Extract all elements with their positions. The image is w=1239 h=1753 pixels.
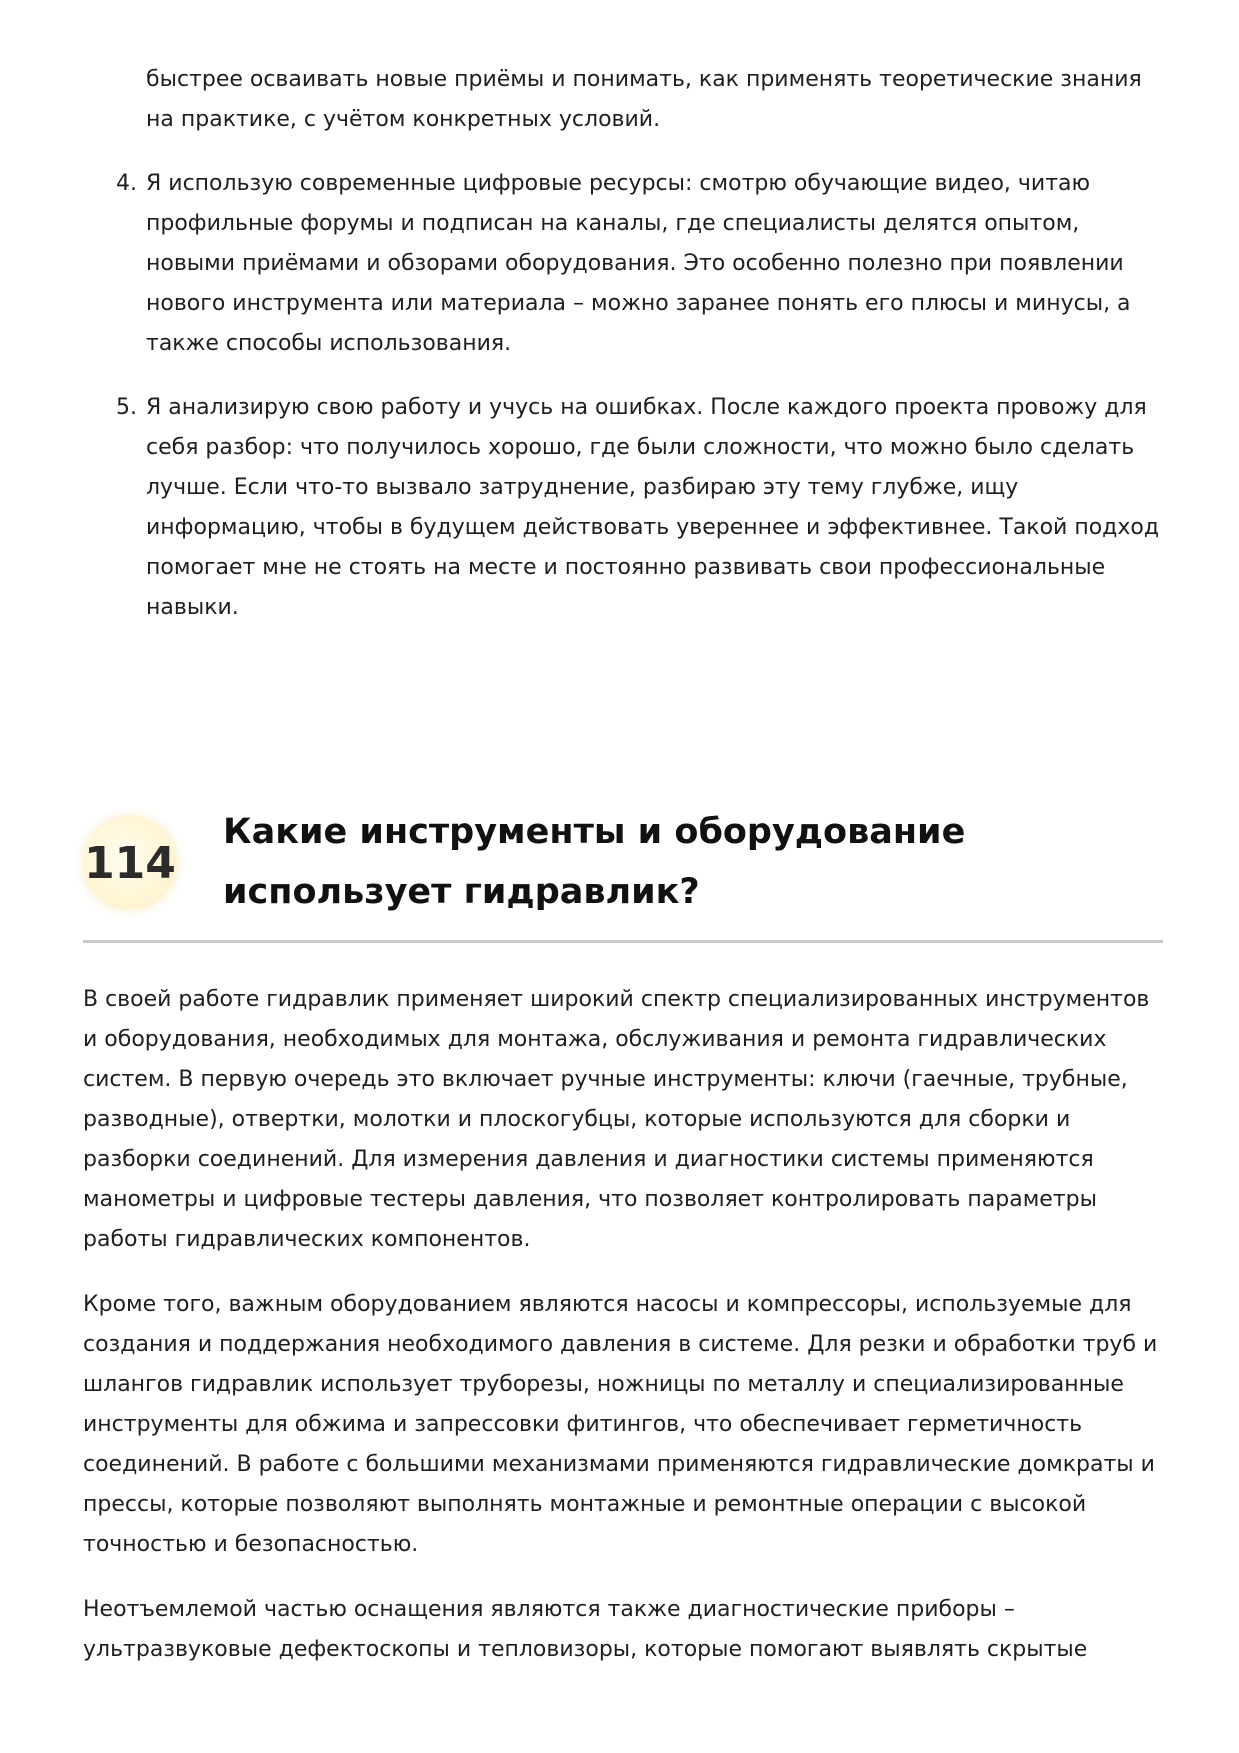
- question-title: Какие инструменты и оборудование использует гидравлик?: [223, 812, 966, 912]
- numbered-list: [83, 164, 1163, 628]
- answer-paragraph: Неотъемлемой частью оснащения являются также диагностические приборы – ультразвуковые дефектоскопы и тепловизоры, которые помогают выявлять скрытые: [83, 1597, 1088, 1662]
- list-item-continuation: быстрее осваивать новые приёмы и понимать, как применять теоретические знания на практике, с учётом конкретных условий.: [146, 67, 1142, 132]
- list-item: [83, 388, 1163, 628]
- answer-body: [83, 980, 1168, 1695]
- list-item-text: Я анализирую свою работу и учусь на ошибках. После каждого проекта провожу для себя разбор: что получилось хорошо, где были сложности, что можно было сделать лучше. Если что-то вызвало затруднение, разбираю эту тему глубже, ищу информацию, чтобы в будущем действовать увереннее и эффективнее. Такой подход помогает мне не стоять на месте и постоянно развивать свои профессиональные навыки.: [146, 395, 1160, 620]
- list-marker: 4.: [116, 171, 137, 196]
- list-item-text: Я использую современные цифровые ресурсы: смотрю обучающие видео, читаю профильные форумы и подписан на каналы, где специалисты делятся опытом, новыми приёмами и обзорами оборудования. Это особенно полезно при появлении нового инструмента или материала – можно заранее понять его плюсы и минусы, а также способы использования.: [146, 171, 1131, 356]
- list-marker: 5.: [116, 395, 137, 420]
- question-number-badge: 114: [83, 816, 177, 910]
- list-item: [83, 164, 1163, 364]
- previous-answer-section: [83, 0, 1163, 652]
- question-header: [83, 808, 1163, 943]
- answer-paragraph: Кроме того, важным оборудованием являются насосы и компрессоры, используемые для создания и поддержания необходимого давления в системе. Для резки и обработки труб и шлангов гидравлик использует труборезы, ножницы по металлу и специализированные инструменты для обжима и запрессовки фитингов, что обеспечивает герметичность соединений. В работе с большими механизмами применяются гидравлические домкраты и прессы, которые позволяют выполнять монтажные и ремонтные операции с высокой точностью и безопасностью.: [83, 1292, 1158, 1557]
- answer-paragraph: В своей работе гидравлик применяет широкий спектр специализированных инструментов и оборудования, необходимых для монтажа, обслуживания и ремонта гидравлических систем. В первую очередь это включает ручные инструменты: ключи (гаечные, трубные, разводные), отвертки, молотки и плоскогубцы, которые используются для сборки и разборки соединений. Для измерения давления и диагностики системы применяются манометры и цифровые тестеры давления, что позволяет контролировать параметры работы гидравлических компонентов.: [83, 987, 1150, 1252]
